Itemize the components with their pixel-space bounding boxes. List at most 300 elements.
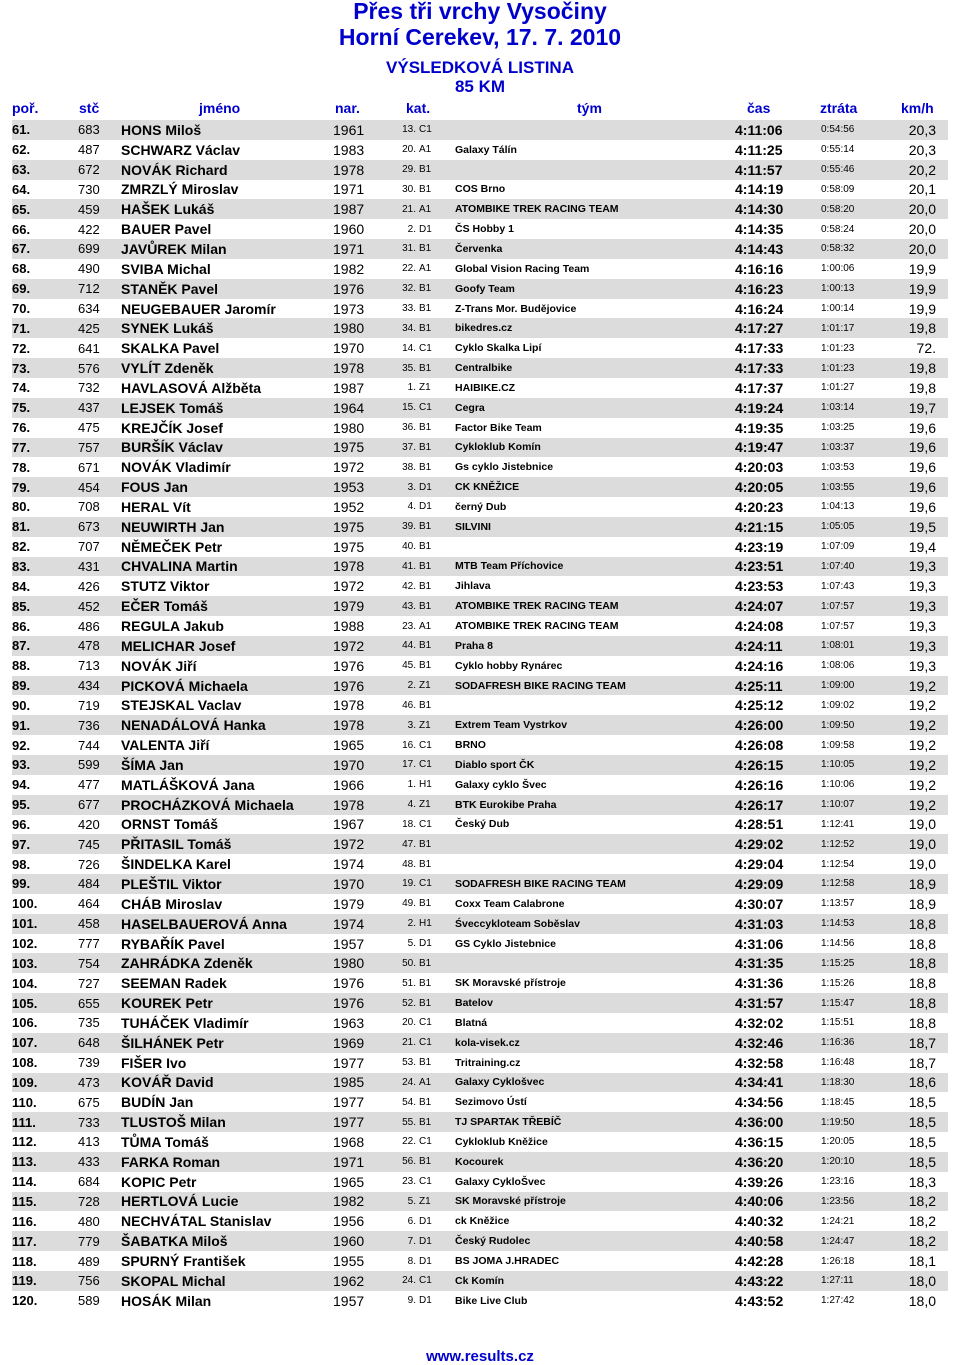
cell-speed: 72. (902, 338, 948, 358)
table-row (12, 398, 948, 418)
cell-rank: 98. (12, 854, 78, 874)
cell-loss: 1:20:10 (821, 1152, 902, 1172)
cell-start-number: 473 (78, 1073, 121, 1093)
table-row (12, 318, 948, 338)
cell-rank: 83. (12, 557, 78, 577)
cell-team: černý Dub (455, 497, 735, 517)
cell-rank: 116. (12, 1211, 78, 1231)
cell-category: D1 (419, 1211, 455, 1231)
table-row (12, 616, 948, 636)
cell-start-number: 641 (78, 338, 121, 358)
cell-loss: 1:09:00 (821, 676, 902, 696)
cell-name: HOSÁK Milan (121, 1291, 333, 1311)
cell-start-number: 648 (78, 1033, 121, 1053)
cell-start-number: 487 (78, 140, 121, 160)
cell-time: 4:20:03 (735, 457, 821, 477)
cell-time: 4:40:58 (735, 1231, 821, 1251)
cell-name: NOVÁK Richard (121, 160, 333, 180)
cell-team: HAIBIKE.CZ (455, 378, 735, 398)
table-row (12, 219, 948, 239)
cell-loss: 1:24:47 (821, 1231, 902, 1251)
cell-category: Z1 (419, 715, 455, 735)
cell-start-number: 484 (78, 874, 121, 894)
cell-team: ck Kněžice (455, 1211, 735, 1231)
cell-speed: 18,5 (902, 1092, 948, 1112)
cell-team: SILVINI (455, 517, 735, 537)
cell-time: 4:32:46 (735, 1033, 821, 1053)
table-row (12, 537, 948, 557)
cell-rank: 90. (12, 695, 78, 715)
footer-website: www.results.cz (426, 1348, 534, 1365)
cell-team (455, 695, 735, 715)
cell-rank: 115. (12, 1192, 78, 1212)
cell-name: FIŠER Ivo (121, 1053, 333, 1073)
col-header-category: kat. (406, 100, 431, 116)
cell-name: SKALKA Pavel (121, 338, 333, 358)
cell-team: Blatná (455, 1013, 735, 1033)
cell-category: B1 (419, 695, 455, 715)
cell-category: B1 (419, 457, 455, 477)
cell-category: B1 (419, 1053, 455, 1073)
cell-speed: 19,6 (902, 477, 948, 497)
cell-loss: 1:03:14 (821, 398, 902, 418)
cell-start-number: 413 (78, 1132, 121, 1152)
cell-loss: 1:01:23 (821, 358, 902, 378)
cell-speed: 20,0 (902, 219, 948, 239)
cell-name: MELICHAR Josef (121, 636, 333, 656)
cell-name: STUTZ Viktor (121, 576, 333, 596)
cell-time: 4:29:02 (735, 834, 821, 854)
cell-category-rank: 18. (387, 815, 419, 835)
cell-team: bikedres.cz (455, 318, 735, 338)
cell-birth-year: 1953 (333, 477, 387, 497)
table-row (12, 160, 948, 180)
cell-start-number: 454 (78, 477, 121, 497)
table-row (12, 576, 948, 596)
column-headers (0, 98, 960, 120)
cell-category: B1 (419, 438, 455, 458)
cell-loss: 1:27:42 (821, 1291, 902, 1311)
table-row (12, 795, 948, 815)
cell-category-rank: 20. (387, 140, 419, 160)
cell-rank: 87. (12, 636, 78, 656)
cell-name: STEJSKAL Vaclav (121, 695, 333, 715)
cell-category-rank: 37. (387, 438, 419, 458)
cell-start-number: 475 (78, 418, 121, 438)
cell-time: 4:28:51 (735, 815, 821, 835)
cell-time: 4:40:06 (735, 1192, 821, 1212)
table-row (12, 636, 948, 656)
cell-time: 4:23:53 (735, 576, 821, 596)
cell-speed: 18,2 (902, 1211, 948, 1231)
cell-time: 4:20:05 (735, 477, 821, 497)
cell-rank: 109. (12, 1073, 78, 1093)
cell-speed: 18,3 (902, 1172, 948, 1192)
cell-speed: 18,8 (902, 914, 948, 934)
cell-rank: 80. (12, 497, 78, 517)
cell-birth-year: 1977 (333, 1092, 387, 1112)
cell-name: VALENTA Jiří (121, 735, 333, 755)
cell-name: BAUER Pavel (121, 219, 333, 239)
cell-speed: 19,6 (902, 457, 948, 477)
cell-rank: 75. (12, 398, 78, 418)
cell-category: Z1 (419, 676, 455, 696)
cell-category: B1 (419, 576, 455, 596)
cell-loss: 1:01:23 (821, 338, 902, 358)
cell-speed: 18,2 (902, 1231, 948, 1251)
cell-loss: 1:23:16 (821, 1172, 902, 1192)
cell-rank: 107. (12, 1033, 78, 1053)
cell-birth-year: 1976 (333, 676, 387, 696)
cell-category-rank: 54. (387, 1092, 419, 1112)
cell-speed: 18,1 (902, 1251, 948, 1271)
cell-category-rank: 15. (387, 398, 419, 418)
cell-rank: 84. (12, 576, 78, 596)
cell-time: 4:29:04 (735, 854, 821, 874)
cell-category-rank: 16. (387, 735, 419, 755)
cell-team: Kocourek (455, 1152, 735, 1172)
table-row (12, 378, 948, 398)
table-row (12, 695, 948, 715)
cell-birth-year: 1970 (333, 874, 387, 894)
cell-category: B1 (419, 1112, 455, 1132)
cell-rank: 64. (12, 180, 78, 200)
cell-birth-year: 1967 (333, 815, 387, 835)
cell-name: HONS Miloš (121, 120, 333, 140)
cell-category-rank: 23. (387, 1172, 419, 1192)
table-row (12, 815, 948, 835)
cell-start-number: 719 (78, 695, 121, 715)
cell-time: 4:26:00 (735, 715, 821, 735)
cell-birth-year: 1974 (333, 914, 387, 934)
cell-loss: 1:10:06 (821, 775, 902, 795)
cell-start-number: 489 (78, 1251, 121, 1271)
cell-name: TŮMA Tomáš (121, 1132, 333, 1152)
col-header-birth-year: nar. (335, 100, 360, 116)
cell-name: BURŠÍK Václav (121, 438, 333, 458)
cell-speed: 18,9 (902, 894, 948, 914)
cell-name: SEEMAN Radek (121, 973, 333, 993)
cell-speed: 18,8 (902, 934, 948, 954)
cell-time: 4:32:02 (735, 1013, 821, 1033)
cell-birth-year: 1966 (333, 775, 387, 795)
cell-name: PLEŠTIL Viktor (121, 874, 333, 894)
cell-time: 4:19:35 (735, 418, 821, 438)
cell-time: 4:14:43 (735, 239, 821, 259)
cell-team: Galaxy cyklo Švec (455, 775, 735, 795)
cell-category: D1 (419, 219, 455, 239)
cell-category: Z1 (419, 378, 455, 398)
cell-birth-year: 1987 (333, 378, 387, 398)
cell-rank: 94. (12, 775, 78, 795)
cell-loss: 1:13:57 (821, 894, 902, 914)
cell-category-rank: 13. (387, 120, 419, 140)
cell-category-rank: 22. (387, 259, 419, 279)
cell-speed: 20,0 (902, 199, 948, 219)
cell-start-number: 671 (78, 457, 121, 477)
table-row (12, 299, 948, 319)
cell-rank: 120. (12, 1291, 78, 1311)
cell-team (455, 537, 735, 557)
cell-birth-year: 1965 (333, 1172, 387, 1192)
cell-name: KOUREK Petr (121, 993, 333, 1013)
cell-rank: 74. (12, 378, 78, 398)
cell-time: 4:14:19 (735, 180, 821, 200)
cell-category-rank: 5. (387, 1192, 419, 1212)
cell-speed: 19,5 (902, 517, 948, 537)
cell-birth-year: 1983 (333, 140, 387, 160)
cell-speed: 19,8 (902, 378, 948, 398)
cell-rank: 63. (12, 160, 78, 180)
cell-name: EČER Tomáš (121, 596, 333, 616)
cell-category-rank: 39. (387, 517, 419, 537)
cell-start-number: 480 (78, 1211, 121, 1231)
cell-speed: 18,6 (902, 1073, 948, 1093)
cell-category: B1 (419, 239, 455, 259)
cell-name: ŠILHÁNEK Petr (121, 1033, 333, 1053)
cell-name: ZAHRÁDKA Zdeněk (121, 953, 333, 973)
cell-birth-year: 1979 (333, 596, 387, 616)
cell-loss: 1:14:56 (821, 934, 902, 954)
cell-loss: 1:07:40 (821, 557, 902, 577)
cell-start-number: 490 (78, 259, 121, 279)
cell-rank: 81. (12, 517, 78, 537)
cell-time: 4:36:00 (735, 1112, 821, 1132)
cell-time: 4:16:16 (735, 259, 821, 279)
cell-loss: 1:09:02 (821, 695, 902, 715)
cell-loss: 0:58:24 (821, 219, 902, 239)
cell-name: SCHWARZ Václav (121, 140, 333, 160)
cell-time: 4:31:03 (735, 914, 821, 934)
cell-start-number: 426 (78, 576, 121, 596)
cell-team: Factor Bike Team (455, 418, 735, 438)
cell-category-rank: 24. (387, 1271, 419, 1291)
cell-birth-year: 1963 (333, 1013, 387, 1033)
cell-speed: 19,6 (902, 497, 948, 517)
cell-speed: 19,0 (902, 854, 948, 874)
cell-loss: 1:15:25 (821, 953, 902, 973)
cell-category-rank: 41. (387, 557, 419, 577)
cell-team: Cyklo hobby Rynárec (455, 656, 735, 676)
cell-loss: 0:54:56 (821, 120, 902, 140)
cell-category: C1 (419, 1132, 455, 1152)
cell-birth-year: 1980 (333, 418, 387, 438)
cell-team: Cyklo Skalka Lipí (455, 338, 735, 358)
cell-team: SK Moravské přístroje (455, 973, 735, 993)
cell-speed: 18,5 (902, 1152, 948, 1172)
cell-rank: 70. (12, 299, 78, 319)
cell-name: ŠÍMA Jan (121, 755, 333, 775)
table-row (12, 973, 948, 993)
cell-loss: 1:12:58 (821, 874, 902, 894)
cell-birth-year: 1978 (333, 715, 387, 735)
cell-time: 4:36:15 (735, 1132, 821, 1152)
cell-time: 4:24:07 (735, 596, 821, 616)
cell-loss: 1:20:05 (821, 1132, 902, 1152)
cell-start-number: 673 (78, 517, 121, 537)
cell-birth-year: 1971 (333, 180, 387, 200)
table-row (12, 834, 948, 854)
cell-rank: 102. (12, 934, 78, 954)
table-row (12, 1231, 948, 1251)
cell-loss: 1:18:30 (821, 1073, 902, 1093)
cell-category-rank: 8. (387, 1251, 419, 1271)
cell-category: B1 (419, 1092, 455, 1112)
cell-category-rank: 3. (387, 715, 419, 735)
cell-birth-year: 1975 (333, 517, 387, 537)
cell-start-number: 730 (78, 180, 121, 200)
cell-category: C1 (419, 338, 455, 358)
cell-team: Jihlava (455, 576, 735, 596)
cell-team: Diablo sport ČK (455, 755, 735, 775)
table-row (12, 1152, 948, 1172)
cell-speed: 19,9 (902, 279, 948, 299)
cell-birth-year: 1974 (333, 854, 387, 874)
cell-time: 4:31:35 (735, 953, 821, 973)
cell-speed: 19,2 (902, 695, 948, 715)
table-row (12, 557, 948, 577)
cell-rank: 61. (12, 120, 78, 140)
cell-category-rank: 23. (387, 616, 419, 636)
cell-speed: 19,9 (902, 299, 948, 319)
cell-rank: 112. (12, 1132, 78, 1152)
cell-loss: 1:26:18 (821, 1251, 902, 1271)
cell-time: 4:17:27 (735, 318, 821, 338)
cell-category-rank: 29. (387, 160, 419, 180)
cell-name: JAVŮREK Milan (121, 239, 333, 259)
cell-time: 4:34:56 (735, 1092, 821, 1112)
cell-rank: 73. (12, 358, 78, 378)
cell-category-rank: 32. (387, 279, 419, 299)
cell-time: 4:17:37 (735, 378, 821, 398)
table-row (12, 517, 948, 537)
cell-start-number: 733 (78, 1112, 121, 1132)
cell-birth-year: 1970 (333, 755, 387, 775)
table-row (12, 140, 948, 160)
cell-time: 4:20:23 (735, 497, 821, 517)
cell-team: Coxx Team Calabrone (455, 894, 735, 914)
cell-name: KREJČÍK Josef (121, 418, 333, 438)
table-row (12, 993, 948, 1013)
cell-team: Praha 8 (455, 636, 735, 656)
cell-speed: 19,7 (902, 398, 948, 418)
cell-category: B1 (419, 358, 455, 378)
cell-category-rank: 4. (387, 795, 419, 815)
cell-start-number: 728 (78, 1192, 121, 1212)
cell-team: ČS Hobby 1 (455, 219, 735, 239)
cell-name: FARKA Roman (121, 1152, 333, 1172)
cell-category: B1 (419, 318, 455, 338)
cell-category-rank: 17. (387, 755, 419, 775)
cell-name: CHVALINA Martin (121, 557, 333, 577)
cell-time: 4:11:25 (735, 140, 821, 160)
cell-birth-year: 1985 (333, 1073, 387, 1093)
cell-name: SVIBA Michal (121, 259, 333, 279)
cell-category-rank: 34. (387, 318, 419, 338)
cell-team (455, 160, 735, 180)
cell-category-rank: 19. (387, 874, 419, 894)
cell-start-number: 713 (78, 656, 121, 676)
cell-category-rank: 1. (387, 775, 419, 795)
cell-team: Cykloklub Kněžice (455, 1132, 735, 1152)
cell-team: BS JOMA J.HRADEC (455, 1251, 735, 1271)
cell-speed: 19,3 (902, 557, 948, 577)
cell-category: A1 (419, 616, 455, 636)
cell-team (455, 953, 735, 973)
cell-category: C1 (419, 1271, 455, 1291)
cell-birth-year: 1982 (333, 259, 387, 279)
cell-team: Gs cyklo Jistebnice (455, 457, 735, 477)
cell-category-rank: 44. (387, 636, 419, 656)
cell-category: B1 (419, 973, 455, 993)
cell-category-rank: 50. (387, 953, 419, 973)
cell-loss: 1:12:54 (821, 854, 902, 874)
cell-loss: 1:08:06 (821, 656, 902, 676)
cell-birth-year: 1977 (333, 1112, 387, 1132)
cell-rank: 101. (12, 914, 78, 934)
cell-category-rank: 48. (387, 854, 419, 874)
cell-loss: 1:10:07 (821, 795, 902, 815)
table-row (12, 715, 948, 735)
table-row (12, 477, 948, 497)
table-row (12, 497, 948, 517)
cell-loss: 1:12:41 (821, 815, 902, 835)
cell-loss: 1:07:57 (821, 596, 902, 616)
cell-rank: 82. (12, 537, 78, 557)
cell-name: STANĚK Pavel (121, 279, 333, 299)
cell-loss: 1:00:13 (821, 279, 902, 299)
cell-time: 4:36:20 (735, 1152, 821, 1172)
cell-time: 4:25:12 (735, 695, 821, 715)
cell-category: C1 (419, 120, 455, 140)
cell-time: 4:19:24 (735, 398, 821, 418)
cell-speed: 19,2 (902, 795, 948, 815)
cell-loss: 1:04:13 (821, 497, 902, 517)
event-place-date: Horní Cerekev, 17. 7. 2010 (338, 24, 622, 50)
table-row (12, 953, 948, 973)
cell-category-rank: 36. (387, 418, 419, 438)
table-row (12, 239, 948, 259)
results-table (12, 120, 948, 1311)
table-row (12, 656, 948, 676)
cell-category-rank: 21. (387, 199, 419, 219)
cell-birth-year: 1978 (333, 557, 387, 577)
cell-loss: 0:58:20 (821, 199, 902, 219)
cell-category: B1 (419, 636, 455, 656)
cell-name: ŠABATKA Miloš (121, 1231, 333, 1251)
cell-category: B1 (419, 557, 455, 577)
cell-rank: 104. (12, 973, 78, 993)
cell-start-number: 779 (78, 1231, 121, 1251)
cell-loss: 1:05:05 (821, 517, 902, 537)
cell-start-number: 459 (78, 199, 121, 219)
cell-team: Śveccykloteam Soběslav (455, 914, 735, 934)
cell-category: D1 (419, 1251, 455, 1271)
table-row (12, 874, 948, 894)
cell-name: NOVÁK Vladimír (121, 457, 333, 477)
cell-name: HAŠEK Lukáš (121, 199, 333, 219)
cell-birth-year: 1973 (333, 299, 387, 319)
cell-category: B1 (419, 596, 455, 616)
cell-category-rank: 14. (387, 338, 419, 358)
table-row (12, 338, 948, 358)
cell-speed: 19,3 (902, 576, 948, 596)
cell-name: KOVÁŘ David (121, 1073, 333, 1093)
cell-speed: 19,9 (902, 259, 948, 279)
cell-time: 4:26:08 (735, 735, 821, 755)
col-header-speed: km/h (901, 100, 934, 116)
cell-loss: 1:07:43 (821, 576, 902, 596)
